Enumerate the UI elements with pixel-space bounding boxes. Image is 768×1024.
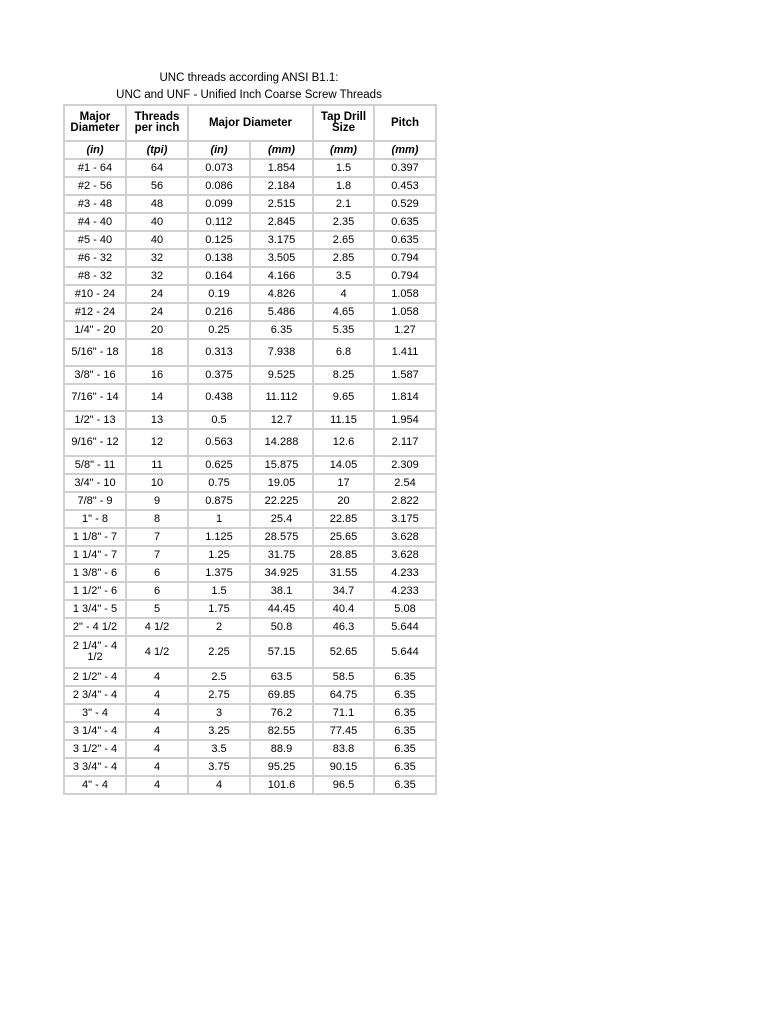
cell-pitch: 0.635: [374, 213, 436, 231]
cell-pitch: 6.35: [374, 776, 436, 794]
cell-size: #12 - 24: [64, 303, 126, 321]
header-threads-per-inch: Threads per inch: [126, 105, 188, 141]
cell-diameter-in: 1: [188, 510, 250, 528]
cell-tpi: 4: [126, 704, 188, 722]
cell-diameter-in: 0.138: [188, 249, 250, 267]
unit-tpi: (tpi): [126, 141, 188, 159]
cell-pitch: 5.644: [374, 636, 436, 668]
cell-size: 9/16" - 12: [64, 429, 126, 456]
cell-diameter-mm: 14.288: [250, 429, 313, 456]
cell-tpi: 11: [126, 456, 188, 474]
cell-tap-drill: 3.5: [313, 267, 374, 285]
table-body: [64, 159, 436, 794]
cell-diameter-in: 0.438: [188, 384, 250, 411]
cell-diameter-mm: 25.4: [250, 510, 313, 528]
cell-diameter-in: 0.563: [188, 429, 250, 456]
cell-diameter-mm: 5.486: [250, 303, 313, 321]
cell-pitch: 3.175: [374, 510, 436, 528]
cell-tap-drill: 11.15: [313, 411, 374, 429]
table-row: [64, 321, 436, 339]
table-row: [64, 366, 436, 384]
cell-tpi: 24: [126, 285, 188, 303]
cell-diameter-in: 0.164: [188, 267, 250, 285]
cell-pitch: 3.628: [374, 528, 436, 546]
cell-diameter-in: 3.5: [188, 740, 250, 758]
cell-diameter-in: 0.25: [188, 321, 250, 339]
cell-tap-drill: 77.45: [313, 722, 374, 740]
cell-diameter-mm: 11.112: [250, 384, 313, 411]
cell-diameter-mm: 1.854: [250, 159, 313, 177]
cell-pitch: 1.587: [374, 366, 436, 384]
cell-diameter-mm: 15.875: [250, 456, 313, 474]
cell-pitch: 1.058: [374, 303, 436, 321]
table-row: [64, 456, 436, 474]
cell-size: 3" - 4: [64, 704, 126, 722]
cell-size: #6 - 32: [64, 249, 126, 267]
cell-tpi: 4: [126, 758, 188, 776]
cell-tap-drill: 40.4: [313, 600, 374, 618]
cell-pitch: 5.08: [374, 600, 436, 618]
unit-diameter-mm: (mm): [250, 141, 313, 159]
cell-tap-drill: 6.8: [313, 339, 374, 366]
cell-tap-drill: 46.3: [313, 618, 374, 636]
table-row: [64, 564, 436, 582]
cell-diameter-mm: 57.15: [250, 636, 313, 668]
cell-pitch: 0.794: [374, 267, 436, 285]
cell-tap-drill: 1.8: [313, 177, 374, 195]
cell-diameter-in: 1.375: [188, 564, 250, 582]
cell-diameter-mm: 63.5: [250, 668, 313, 686]
cell-diameter-in: 1.5: [188, 582, 250, 600]
cell-diameter-mm: 19.05: [250, 474, 313, 492]
table-row: [64, 492, 436, 510]
table-subtitle: UNC and UNF - Unified Inch Coarse Screw Threads: [116, 89, 382, 101]
cell-diameter-mm: 6.35: [250, 321, 313, 339]
cell-tap-drill: 4.65: [313, 303, 374, 321]
cell-tap-drill: 25.65: [313, 528, 374, 546]
cell-tpi: 4: [126, 686, 188, 704]
cell-size: #3 - 48: [64, 195, 126, 213]
cell-tap-drill: 28.85: [313, 546, 374, 564]
cell-tpi: 64: [126, 159, 188, 177]
table-row: [64, 546, 436, 564]
cell-size: 1/2" - 13: [64, 411, 126, 429]
cell-tpi: 6: [126, 564, 188, 582]
table-row: [64, 758, 436, 776]
table-row: [64, 776, 436, 794]
cell-tpi: 8: [126, 510, 188, 528]
cell-tpi: 6: [126, 582, 188, 600]
cell-diameter-mm: 101.6: [250, 776, 313, 794]
cell-diameter-in: 0.313: [188, 339, 250, 366]
cell-size: 3/8" - 16: [64, 366, 126, 384]
unit-diameter-in: (in): [188, 141, 250, 159]
table-row: [64, 474, 436, 492]
cell-tpi: 40: [126, 213, 188, 231]
table-row: [64, 528, 436, 546]
cell-diameter-mm: 9.525: [250, 366, 313, 384]
cell-tap-drill: 2.65: [313, 231, 374, 249]
cell-tap-drill: 52.65: [313, 636, 374, 668]
cell-size: 5/16" - 18: [64, 339, 126, 366]
cell-size: #8 - 32: [64, 267, 126, 285]
cell-diameter-in: 0.5: [188, 411, 250, 429]
cell-tap-drill: 58.5: [313, 668, 374, 686]
cell-diameter-mm: 50.8: [250, 618, 313, 636]
cell-tpi: 18: [126, 339, 188, 366]
cell-diameter-in: 1.125: [188, 528, 250, 546]
cell-size: 1 1/8" - 7: [64, 528, 126, 546]
cell-tap-drill: 12.6: [313, 429, 374, 456]
cell-diameter-mm: 2.845: [250, 213, 313, 231]
cell-tap-drill: 4: [313, 285, 374, 303]
cell-diameter-mm: 3.175: [250, 231, 313, 249]
cell-diameter-in: 3.25: [188, 722, 250, 740]
cell-tpi: 7: [126, 528, 188, 546]
cell-tpi: 4: [126, 722, 188, 740]
cell-diameter-in: 0.375: [188, 366, 250, 384]
cell-tap-drill: 17: [313, 474, 374, 492]
cell-diameter-in: 1.75: [188, 600, 250, 618]
cell-tap-drill: 96.5: [313, 776, 374, 794]
cell-tap-drill: 22.85: [313, 510, 374, 528]
cell-tpi: 5: [126, 600, 188, 618]
cell-pitch: 1.058: [374, 285, 436, 303]
cell-tap-drill: 2.35: [313, 213, 374, 231]
cell-tap-drill: 2.85: [313, 249, 374, 267]
cell-size: 5/8" - 11: [64, 456, 126, 474]
cell-size: 1" - 8: [64, 510, 126, 528]
cell-tpi: 48: [126, 195, 188, 213]
cell-diameter-in: 0.875: [188, 492, 250, 510]
cell-tpi: 13: [126, 411, 188, 429]
cell-pitch: 1.954: [374, 411, 436, 429]
cell-diameter-mm: 31.75: [250, 546, 313, 564]
cell-pitch: 0.453: [374, 177, 436, 195]
cell-pitch: 6.35: [374, 722, 436, 740]
cell-diameter-in: 2.75: [188, 686, 250, 704]
cell-tpi: 56: [126, 177, 188, 195]
cell-diameter-mm: 4.826: [250, 285, 313, 303]
header-tap-drill-size: Tap Drill Size: [313, 105, 374, 141]
cell-diameter-in: 0.086: [188, 177, 250, 195]
cell-size: 1 3/8" - 6: [64, 564, 126, 582]
cell-tpi: 14: [126, 384, 188, 411]
cell-tap-drill: 34.7: [313, 582, 374, 600]
cell-tap-drill: 8.25: [313, 366, 374, 384]
cell-diameter-mm: 82.55: [250, 722, 313, 740]
cell-diameter-mm: 2.515: [250, 195, 313, 213]
cell-diameter-in: 4: [188, 776, 250, 794]
cell-diameter-in: 0.125: [188, 231, 250, 249]
cell-size: #2 - 56: [64, 177, 126, 195]
cell-diameter-in: 3: [188, 704, 250, 722]
table-row: [64, 411, 436, 429]
cell-tap-drill: 9.65: [313, 384, 374, 411]
cell-tpi: 24: [126, 303, 188, 321]
cell-diameter-in: 1.25: [188, 546, 250, 564]
cell-pitch: 5.644: [374, 618, 436, 636]
cell-diameter-mm: 95.25: [250, 758, 313, 776]
cell-tpi: 9: [126, 492, 188, 510]
cell-tpi: 20: [126, 321, 188, 339]
table-row: [64, 722, 436, 740]
cell-pitch: 0.794: [374, 249, 436, 267]
cell-diameter-in: 0.112: [188, 213, 250, 231]
table-title: UNC threads according ANSI B1.1:: [159, 72, 339, 84]
cell-tpi: 16: [126, 366, 188, 384]
table-row: [64, 600, 436, 618]
cell-size: 3 1/4" - 4: [64, 722, 126, 740]
table-row: [64, 231, 436, 249]
table-row: [64, 213, 436, 231]
cell-diameter-in: 3.75: [188, 758, 250, 776]
table-row: [64, 177, 436, 195]
cell-pitch: 1.814: [374, 384, 436, 411]
cell-pitch: 1.27: [374, 321, 436, 339]
cell-diameter-in: 0.625: [188, 456, 250, 474]
cell-tpi: 4 1/2: [126, 618, 188, 636]
header-major-diameter: Major Diameter: [64, 105, 126, 141]
cell-diameter-in: 0.073: [188, 159, 250, 177]
cell-tpi: 40: [126, 231, 188, 249]
cell-tpi: 10: [126, 474, 188, 492]
table-row: [64, 267, 436, 285]
cell-pitch: 6.35: [374, 686, 436, 704]
cell-tap-drill: 31.55: [313, 564, 374, 582]
cell-tap-drill: 14.05: [313, 456, 374, 474]
cell-diameter-mm: 76.2: [250, 704, 313, 722]
table-row: [64, 384, 436, 411]
cell-diameter-in: 0.75: [188, 474, 250, 492]
table-row: [64, 686, 436, 704]
cell-size: 7/8" - 9: [64, 492, 126, 510]
cell-size: 1/4" - 20: [64, 321, 126, 339]
cell-size: 3 3/4" - 4: [64, 758, 126, 776]
cell-pitch: 6.35: [374, 704, 436, 722]
table-row: [64, 668, 436, 686]
cell-tpi: 7: [126, 546, 188, 564]
cell-tap-drill: 1.5: [313, 159, 374, 177]
header-major-diameter-group: Major Diameter: [188, 105, 313, 141]
header-pitch: Pitch: [374, 105, 436, 141]
cell-pitch: 1.411: [374, 339, 436, 366]
cell-size: 3 1/2" - 4: [64, 740, 126, 758]
table-row: [64, 618, 436, 636]
cell-pitch: 2.117: [374, 429, 436, 456]
cell-diameter-mm: 28.575: [250, 528, 313, 546]
cell-size: 2 3/4" - 4: [64, 686, 126, 704]
cell-size: #1 - 64: [64, 159, 126, 177]
cell-tpi: 32: [126, 267, 188, 285]
cell-tpi: 4: [126, 668, 188, 686]
cell-size: #10 - 24: [64, 285, 126, 303]
table-row: [64, 249, 436, 267]
cell-size: 2" - 4 1/2: [64, 618, 126, 636]
table-row: [64, 704, 436, 722]
cell-diameter-mm: 4.166: [250, 267, 313, 285]
table-row: [64, 303, 436, 321]
cell-pitch: 4.233: [374, 582, 436, 600]
table-row: [64, 636, 436, 668]
cell-size: #5 - 40: [64, 231, 126, 249]
cell-tpi: 4: [126, 776, 188, 794]
cell-diameter-mm: 22.225: [250, 492, 313, 510]
cell-tpi: 32: [126, 249, 188, 267]
cell-diameter-in: 0.099: [188, 195, 250, 213]
cell-diameter-in: 2: [188, 618, 250, 636]
unit-pitch-mm: (mm): [374, 141, 436, 159]
cell-tpi: 4: [126, 740, 188, 758]
cell-tap-drill: 71.1: [313, 704, 374, 722]
cell-size: 3/4" - 10: [64, 474, 126, 492]
cell-tpi: 12: [126, 429, 188, 456]
cell-pitch: 0.397: [374, 159, 436, 177]
cell-pitch: 2.309: [374, 456, 436, 474]
cell-size: 7/16" - 14: [64, 384, 126, 411]
cell-size: 2 1/4" - 4 1/2: [64, 636, 126, 668]
cell-pitch: 6.35: [374, 758, 436, 776]
table-row: [64, 159, 436, 177]
cell-pitch: 4.233: [374, 564, 436, 582]
cell-pitch: 3.628: [374, 546, 436, 564]
cell-size: #4 - 40: [64, 213, 126, 231]
table-row: [64, 339, 436, 366]
cell-diameter-mm: 88.9: [250, 740, 313, 758]
cell-pitch: 6.35: [374, 740, 436, 758]
cell-diameter-mm: 7.938: [250, 339, 313, 366]
cell-diameter-mm: 2.184: [250, 177, 313, 195]
cell-pitch: 0.635: [374, 231, 436, 249]
cell-tap-drill: 83.8: [313, 740, 374, 758]
cell-size: 4" - 4: [64, 776, 126, 794]
table-row: [64, 195, 436, 213]
cell-diameter-mm: 69.85: [250, 686, 313, 704]
cell-tap-drill: 20: [313, 492, 374, 510]
cell-size: 1 1/4" - 7: [64, 546, 126, 564]
cell-tap-drill: 64.75: [313, 686, 374, 704]
cell-pitch: 0.529: [374, 195, 436, 213]
cell-diameter-in: 2.5: [188, 668, 250, 686]
cell-size: 1 1/2" - 6: [64, 582, 126, 600]
cell-pitch: 6.35: [374, 668, 436, 686]
cell-pitch: 2.54: [374, 474, 436, 492]
cell-tap-drill: 90.15: [313, 758, 374, 776]
cell-diameter-in: 0.19: [188, 285, 250, 303]
cell-diameter-mm: 38.1: [250, 582, 313, 600]
cell-diameter-mm: 34.925: [250, 564, 313, 582]
cell-diameter-mm: 44.45: [250, 600, 313, 618]
table-row: [64, 582, 436, 600]
cell-diameter-in: 0.216: [188, 303, 250, 321]
cell-size: 1 3/4" - 5: [64, 600, 126, 618]
cell-size: 2 1/2" - 4: [64, 668, 126, 686]
cell-tap-drill: 5.35: [313, 321, 374, 339]
table-row: [64, 740, 436, 758]
unc-threads-table: [63, 104, 437, 795]
table-row: [64, 510, 436, 528]
unit-major-in: (in): [64, 141, 126, 159]
cell-diameter-mm: 3.505: [250, 249, 313, 267]
cell-diameter-in: 2.25: [188, 636, 250, 668]
unit-tap-mm: (mm): [313, 141, 374, 159]
cell-tap-drill: 2.1: [313, 195, 374, 213]
table-row: [64, 285, 436, 303]
cell-tpi: 4 1/2: [126, 636, 188, 668]
cell-diameter-mm: 12.7: [250, 411, 313, 429]
table-row: [64, 429, 436, 456]
cell-pitch: 2.822: [374, 492, 436, 510]
